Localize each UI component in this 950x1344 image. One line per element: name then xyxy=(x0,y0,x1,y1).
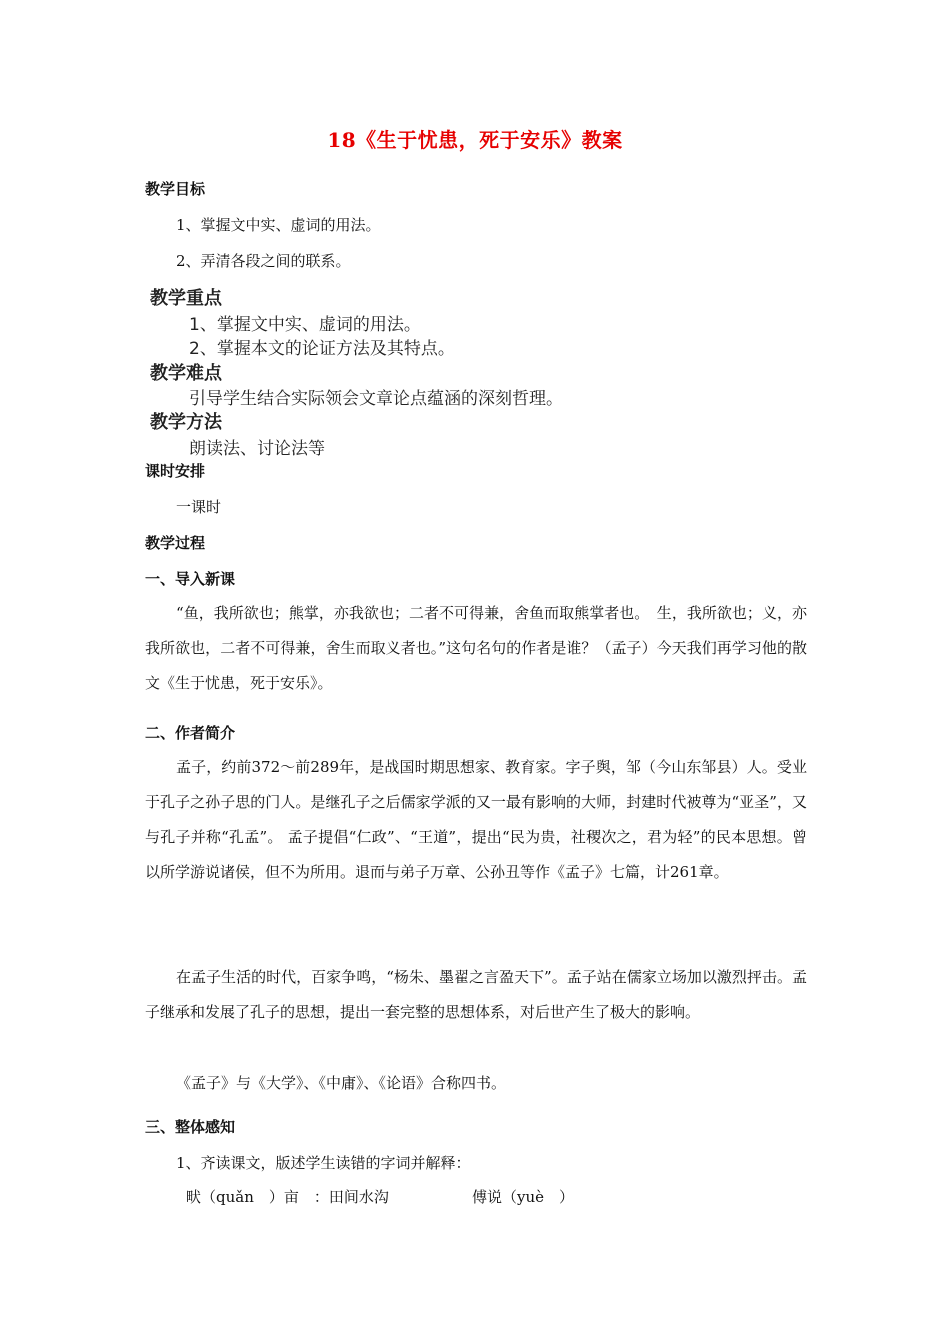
intro-paragraph: “鱼，我所欲也；熊掌，亦我欲也；二者不可得兼，舍鱼而取熊掌者也。 生，我所欲也；义，亦我所欲也，二者不可得兼，舍生而取义者也。”这句名句的作者是谁？（孟子）今天我们再学习他的散文《生于忧患，死于安乐》。 xyxy=(145,604,807,692)
key-point-item-1: 1、掌握文中实、虚词的用法。 xyxy=(189,315,421,335)
goal-item-1: 1、掌握文中实、虚词的用法。 xyxy=(176,216,381,234)
section-heading-goals: 教学目标 xyxy=(145,180,206,198)
overall-item-1: 1、齐读课文，版述学生读错的字词并解释： xyxy=(176,1154,471,1172)
word-entry-2: 傅说（yuè ） xyxy=(472,1188,575,1206)
key-point-item-2: 2、掌握本文的论证方法及其特点。 xyxy=(189,339,455,359)
difficulty-text: 引导学生结合实际领会文章论点蕴涵的深刻哲理。 xyxy=(189,389,563,409)
author-paragraph-1: 孟子，约前372～前289年，是战国时期思想家、教育家。字子舆，邹（今山东邹县）人。受业于孔子之孙子思的门人。是继孔子之后儒家学派的又一最有影响的大师，封建时代被尊为“亚圣”，又与孔子并称“孔孟”。 孟子提倡“仁政”、“王道”，提出“民为贵，社稷次之，君为轻”的民本思想。曾以所学游说诸侯，但不为所用。退而与弟子万章、公孙丑等作《孟子》七篇，计261章。 xyxy=(145,758,807,881)
section-heading-method: 教学方法 xyxy=(150,412,222,433)
section-heading-key-points: 教学重点 xyxy=(150,288,222,309)
section-heading-schedule: 课时安排 xyxy=(145,462,206,480)
schedule-text: 一课时 xyxy=(176,498,222,516)
word-entry-1: 畎（quǎn ）亩 ：田间水沟 xyxy=(186,1188,389,1206)
subheading-intro: 一、导入新课 xyxy=(145,570,236,588)
author-paragraph-2: 在孟子生活的时代，百家争鸣，“杨朱、墨翟之言盈天下”。孟子站在儒家立场加以激烈抨击。孟子继承和发展了孔子的思想，提出一套完整的思想体系，对后世产生了极大的影响。 xyxy=(145,968,807,1021)
section-heading-difficulty: 教学难点 xyxy=(150,363,222,384)
author-paragraph-3: 《孟子》与《大学》、《中庸》、《论语》合称四书。 xyxy=(176,1074,507,1092)
document-title: 18《生于忧患，死于安乐》教案 xyxy=(327,128,623,152)
goal-item-2: 2、弄清各段之间的联系。 xyxy=(176,252,351,270)
subheading-author: 二、作者简介 xyxy=(145,724,236,742)
subheading-overall: 三、整体感知 xyxy=(145,1118,236,1136)
method-text: 朗读法、讨论法等 xyxy=(189,439,325,459)
section-heading-process: 教学过程 xyxy=(145,534,206,552)
